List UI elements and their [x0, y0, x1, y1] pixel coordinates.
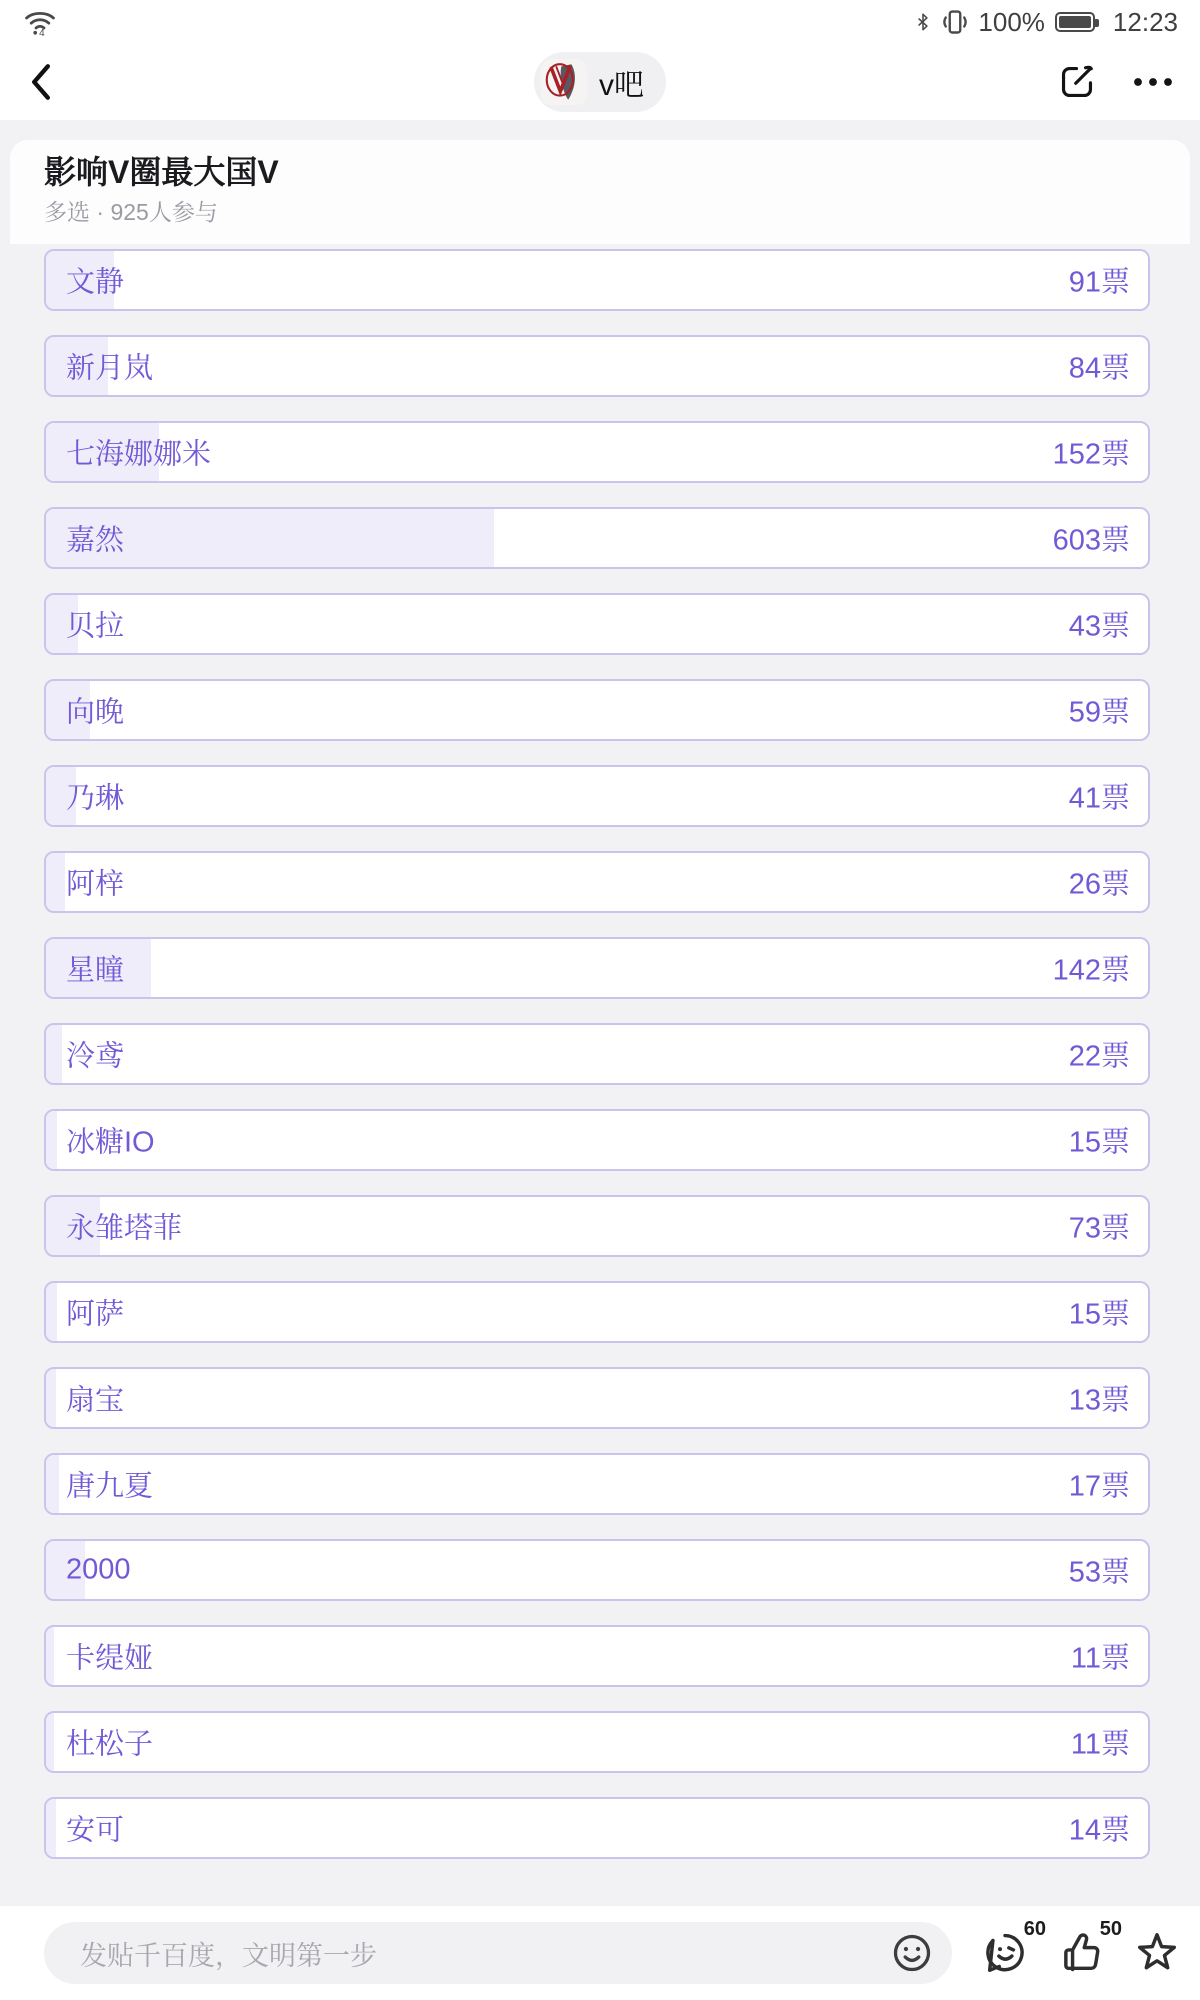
poll-option-votes: 603票 — [1052, 524, 1130, 557]
back-button[interactable] — [26, 61, 56, 103]
poll-option[interactable] — [44, 249, 1150, 311]
poll-option-votes: 26票 — [1068, 868, 1130, 901]
poll-option-label: 卡缇娅 — [66, 1642, 154, 1675]
poll-option[interactable] — [44, 507, 1150, 569]
poll-option-votes: 59票 — [1068, 696, 1130, 729]
poll-option-label: 阿萨 — [66, 1298, 125, 1331]
poll-option-progress — [46, 1799, 56, 1857]
poll-option-votes: 11票 — [1070, 1728, 1130, 1761]
poll-option-votes: 84票 — [1068, 352, 1130, 385]
poll-option[interactable] — [44, 1023, 1150, 1085]
poll-option-label: 阿梓 — [66, 868, 125, 901]
poll-option[interactable] — [44, 851, 1150, 913]
forum-pill[interactable] — [534, 52, 666, 112]
poll-option[interactable] — [44, 1109, 1150, 1171]
poll-option-label: 新月岚 — [66, 352, 154, 385]
poll-option[interactable] — [44, 1797, 1150, 1859]
poll-option[interactable] — [44, 335, 1150, 397]
poll-option-votes: 17票 — [1068, 1470, 1130, 1503]
poll-option-votes: 53票 — [1068, 1556, 1130, 1589]
poll-option-progress — [46, 1713, 54, 1771]
poll-header — [10, 140, 1190, 244]
poll-option-votes: 142票 — [1052, 954, 1130, 987]
comments-badge: 60 — [1023, 1918, 1046, 1940]
poll-option[interactable] — [44, 1711, 1150, 1773]
poll-option-label: 杜松子 — [66, 1728, 154, 1761]
poll-option[interactable] — [44, 1367, 1150, 1429]
vibrate-icon — [940, 7, 970, 37]
poll-option-label: 唐九夏 — [66, 1470, 154, 1503]
poll-option-label: 泠鸢 — [66, 1040, 125, 1073]
emoji-icon[interactable] — [890, 1931, 934, 1975]
poll-option-votes: 14票 — [1068, 1814, 1130, 1847]
poll-option-progress — [46, 1111, 57, 1169]
poll-option-label: 文静 — [66, 266, 125, 299]
poll-option-votes: 73票 — [1068, 1212, 1130, 1245]
favorite-action[interactable] — [1134, 1930, 1180, 1976]
poll-option-progress — [46, 853, 65, 911]
poll-option-progress — [46, 1627, 54, 1685]
forum-avatar — [541, 59, 587, 105]
poll-option-label: 永雏塔菲 — [66, 1212, 183, 1245]
poll-option-votes: 41票 — [1068, 782, 1130, 815]
wifi-icon — [22, 5, 58, 39]
poll-option[interactable] — [44, 1281, 1150, 1343]
poll-option[interactable] — [44, 1539, 1150, 1601]
comments-action[interactable] — [982, 1918, 1046, 1976]
poll-option-label: 贝拉 — [66, 610, 125, 643]
poll-option-votes: 15票 — [1068, 1298, 1130, 1331]
poll-option[interactable] — [44, 765, 1150, 827]
poll-option-votes: 13票 — [1068, 1384, 1130, 1417]
battery-icon — [1055, 12, 1095, 32]
poll-option-label: 安可 — [66, 1814, 125, 1847]
like-badge: 50 — [1099, 1918, 1122, 1940]
thread-content — [0, 120, 1200, 2000]
composer-bar — [0, 1906, 1200, 2000]
more-icon[interactable] — [1132, 76, 1174, 88]
forum-name: v吧 — [599, 69, 644, 102]
clock: 12:23 — [1112, 6, 1178, 37]
poll-option-label: 扇宝 — [66, 1384, 125, 1417]
poll-option[interactable] — [44, 1195, 1150, 1257]
poll-option-progress — [46, 1025, 62, 1083]
poll-option-progress — [46, 1283, 57, 1341]
poll-option[interactable] — [44, 937, 1150, 999]
poll-option[interactable] — [44, 1625, 1150, 1687]
status-bar — [0, 0, 1200, 44]
poll-option-label: 星瞳 — [66, 954, 125, 987]
poll-option-votes: 152票 — [1052, 438, 1130, 471]
nav-bar — [0, 44, 1200, 120]
poll-option[interactable] — [44, 679, 1150, 741]
poll-option-label: 嘉然 — [66, 524, 125, 557]
reply-input[interactable] — [44, 1922, 952, 1984]
poll-option[interactable] — [44, 1453, 1150, 1515]
battery-percent: 100% — [978, 6, 1045, 37]
poll-option-label: 2000 — [66, 1553, 131, 1586]
poll-option-progress — [46, 1369, 56, 1427]
poll-option-label: 七海娜娜米 — [66, 438, 212, 471]
poll-option-label: 冰糖IO — [66, 1126, 155, 1159]
poll-option-label: 向晚 — [66, 696, 125, 729]
poll-title: 影响V圈最大国V — [44, 154, 279, 190]
poll-option-votes: 43票 — [1068, 610, 1130, 643]
poll-option[interactable] — [44, 421, 1150, 483]
poll-option-label: 乃琳 — [66, 782, 125, 815]
poll-option-votes: 11票 — [1070, 1642, 1130, 1675]
bluetooth-icon — [914, 8, 932, 36]
reply-placeholder: 发贴千百度，文明第一步 — [80, 1940, 377, 1971]
compose-icon[interactable] — [1058, 63, 1096, 101]
like-action[interactable] — [1058, 1918, 1122, 1976]
poll-option-list — [0, 244, 1200, 1859]
svg-text:4: 4 — [39, 28, 45, 39]
poll-option-votes: 91票 — [1068, 266, 1130, 299]
poll-option-votes: 15票 — [1068, 1126, 1130, 1159]
poll-option-votes: 22票 — [1068, 1040, 1130, 1073]
poll-meta: 多选 · 925人参与 — [44, 199, 218, 225]
poll-option-progress — [46, 1455, 59, 1513]
poll-option[interactable] — [44, 593, 1150, 655]
